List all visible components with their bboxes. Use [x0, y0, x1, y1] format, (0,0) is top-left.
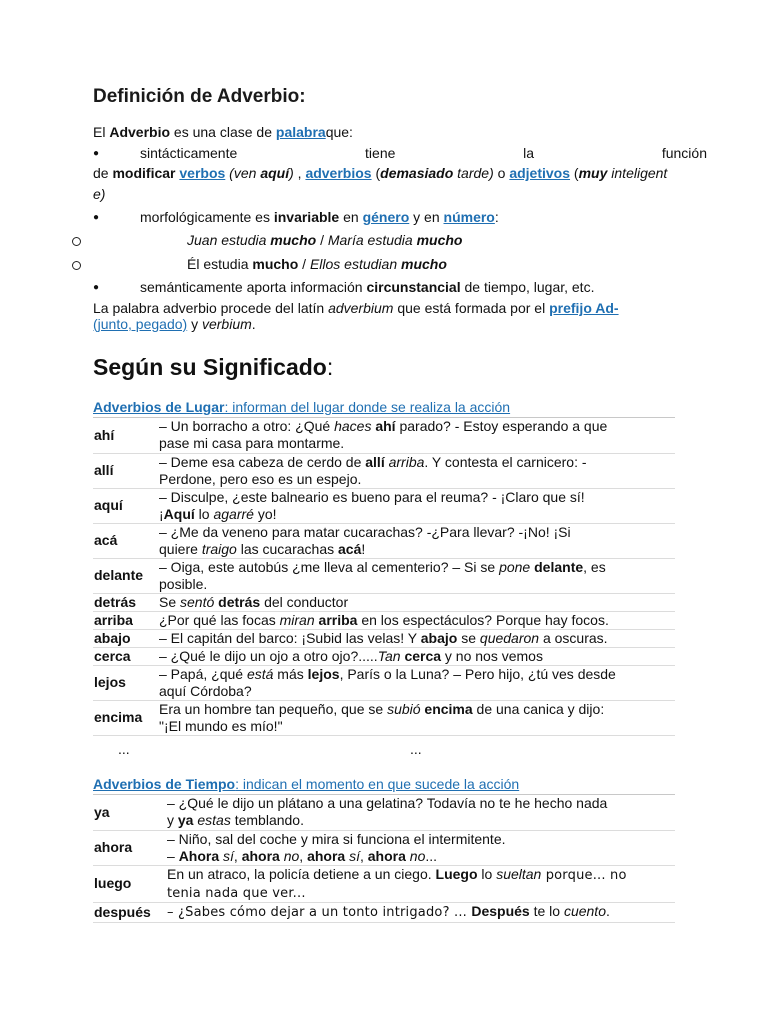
text: La palabra adverbio procede del latín — [93, 300, 329, 316]
table-row — [93, 418, 675, 453]
italic-text: e) — [93, 186, 106, 202]
adverb-cell: cerca — [93, 647, 159, 665]
table-row — [93, 795, 675, 830]
adverb-cell: lejos — [93, 665, 159, 700]
link-prefijo-ad[interactable]: prefijo Ad- — [549, 300, 619, 316]
tiempo-header-bold: Adverbios de Tiempo — [93, 776, 236, 792]
table-row — [93, 558, 675, 593]
bold-italic-text: mucho — [401, 256, 447, 272]
link-numero[interactable]: número — [443, 209, 495, 225]
adverb-cell: abajo — [93, 629, 159, 647]
bold-italic-text: muy — [578, 165, 608, 181]
italic-text: adverbium — [328, 300, 394, 316]
word: sintácticamente — [140, 145, 238, 161]
adverb-cell: luego — [93, 865, 167, 902]
example-cell: – El capitán del barco: ¡Subid las velas! Y abajo se quedaron a oscuras. — [159, 629, 675, 647]
adverb-cell: ahí — [93, 418, 159, 453]
bold-text: invariable — [273, 209, 340, 225]
link-genero[interactable]: género — [362, 209, 410, 225]
origin-line-2 — [93, 315, 707, 333]
example-1 — [187, 231, 707, 249]
bullet-1-line-2 — [93, 164, 707, 182]
lugar-section-header[interactable] — [93, 398, 675, 416]
circle-bullet-icon — [72, 237, 81, 246]
meaning-title-text: Según su Significado — [93, 354, 327, 380]
example-cell: – Papá, ¿qué está más lejos, París o la Luna? – Pero hijo, ¿tú ves desde aquí Córdoba? — [159, 665, 675, 700]
lugar-table — [93, 418, 675, 736]
adverb-cell: detrás — [93, 593, 159, 611]
table-row — [93, 665, 675, 700]
italic-text: inteligent — [607, 165, 668, 181]
text: o — [493, 165, 510, 181]
example-2 — [187, 255, 707, 273]
lugar-header-text: : informan del lugar donde se realiza la acción — [224, 399, 511, 415]
text: / — [298, 256, 310, 272]
bold-italic-text: mucho — [416, 232, 463, 248]
ellipsis: ... — [410, 741, 422, 757]
text: en — [339, 209, 363, 225]
adverb-cell: arriba — [93, 611, 159, 629]
italic-text: Juan estudia — [187, 232, 271, 248]
bullet-icon: ● — [93, 282, 100, 293]
intro-text: es una clase de — [170, 124, 276, 140]
bold-text: circunstancial — [366, 279, 461, 295]
bold-italic-text: aquí — [260, 165, 290, 181]
ellipsis: ... — [118, 741, 130, 757]
text: : — [494, 209, 499, 225]
italic-text: (ven — [225, 165, 261, 181]
bullet-3-line — [140, 278, 707, 296]
bold-italic-text: demasiado — [380, 165, 454, 181]
bullet-2-line — [140, 208, 707, 226]
definition-title: Definición de Adverbio: — [93, 86, 306, 107]
table-row — [93, 647, 675, 665]
italic-text: Ellos estudian — [309, 256, 401, 272]
meaning-section-title — [93, 354, 333, 381]
link-verbos[interactable]: verbos — [179, 165, 226, 181]
table-row — [93, 523, 675, 558]
intro-text: El — [93, 124, 110, 140]
adverb-cell: delante — [93, 558, 159, 593]
italic-text: ) — [289, 165, 294, 181]
bold-text: modificar — [112, 165, 176, 181]
bullet-1-line-1 — [140, 144, 707, 162]
italic-text: tarde) — [453, 165, 494, 181]
text: de — [93, 165, 113, 181]
example-cell: – Oiga, este autobús ¿me lleva al cementerio? – Si se pone delante, es posible. — [159, 558, 675, 593]
adverb-cell: ahora — [93, 830, 167, 865]
bold-italic-text: mucho — [270, 232, 317, 248]
table-row — [93, 453, 675, 488]
link-adjetivos[interactable]: adjetivos — [509, 165, 571, 181]
text: ( — [570, 165, 579, 181]
example-cell: Se sentó detrás del conductor — [159, 593, 675, 611]
text: Él estudia — [187, 256, 253, 272]
word: la — [523, 145, 535, 161]
example-cell: – ¿Qué le dijo un ojo a otro ojo?.....Tan cerca y no nos vemos — [159, 647, 675, 665]
example-cell: – ¿Sabes cómo dejar a un tonto intrigado? ... Después te lo cuento. — [167, 902, 675, 922]
intro-bold: Adverbio — [109, 124, 171, 140]
example-cell: – Un borracho a otro: ¿Qué haces ahí parado? - Estoy esperando a que pase mi casa para montarme. — [159, 418, 675, 453]
adverb-cell: acá — [93, 523, 159, 558]
adverb-cell: encima — [93, 700, 159, 735]
text: y en — [409, 209, 444, 225]
bullet-1-line-3 — [93, 185, 707, 203]
adverb-cell: allí — [93, 453, 159, 488]
example-cell: – ¿Qué le dijo un plátano a una gelatina? Todavía no te he hecho nada y ya estas temblando. — [167, 795, 675, 830]
link-adverbios[interactable]: adverbios — [305, 165, 372, 181]
tiempo-header-text: : indican el momento en que sucede la acción — [235, 776, 520, 792]
link-palabra[interactable]: palabra — [275, 124, 326, 140]
table-row — [93, 902, 675, 922]
tiempo-section-header[interactable] — [93, 775, 675, 793]
table-row — [93, 830, 675, 865]
meaning-title-colon: : — [326, 354, 334, 380]
lugar-header-bold: Adverbios de Lugar — [93, 399, 225, 415]
example-cell: ¿Por qué las focas miran arriba en los espectáculos? Porque hay focos. — [159, 611, 675, 629]
italic-text: verbium — [201, 316, 252, 332]
italic-text: María estudia — [327, 232, 417, 248]
text: de tiempo, lugar, etc. — [460, 279, 595, 295]
text: . — [251, 316, 256, 332]
text: morfológicamente es — [140, 209, 274, 225]
bullet-icon: ● — [93, 212, 100, 223]
table-row — [93, 865, 675, 902]
table-row — [93, 611, 675, 629]
example-cell: – ¿Me da veneno para matar cucarachas? -¿Para llevar? -¡No! ¡Si quiere traigo las cucarachas acá! — [159, 523, 675, 558]
table-row — [93, 700, 675, 735]
adverb-cell: aquí — [93, 488, 159, 523]
table-row — [93, 488, 675, 523]
example-cell: – Niño, sal del coche y mira si funciona el intermitente. – Ahora sí, ahora no, ahora sí, ahora no... — [167, 830, 675, 865]
intro-text: que: — [325, 124, 353, 140]
intro-line — [93, 123, 707, 141]
table-row — [93, 629, 675, 647]
adverb-cell: ya — [93, 795, 167, 830]
example-cell: – Disculpe, ¿este balneario es bueno para el reuma? - ¡Claro que sí! ¡Aquí lo agarré yo! — [159, 488, 675, 523]
text: y — [187, 316, 202, 332]
tiempo-table — [93, 795, 675, 923]
example-cell: – Deme esa cabeza de cerdo de allí arriba. Y contesta el carnicero: - Perdone, pero eso es un espejo. — [159, 453, 675, 488]
word: función — [661, 145, 707, 161]
text: , — [293, 165, 306, 181]
text: que está formada por el — [393, 300, 550, 316]
example-cell: Era un hombre tan pequeño, que se subió encima de una canica y dijo: "¡El mundo es mío!" — [159, 700, 675, 735]
bold-text: mucho — [252, 256, 299, 272]
word: tiene — [365, 145, 396, 161]
adverb-cell: después — [93, 902, 167, 922]
link-junto-pegado[interactable]: (junto, pegado) — [93, 316, 188, 332]
text: / — [316, 232, 328, 248]
text: ( — [371, 165, 381, 181]
text: semánticamente aporta información — [140, 279, 367, 295]
circle-bullet-icon — [72, 261, 81, 270]
table-row — [93, 593, 675, 611]
example-cell: En un atraco, la policía detiene a un ciego. Luego lo sueltan porque... no tenia nada que ver... — [167, 865, 675, 902]
bullet-icon: ● — [93, 148, 100, 159]
